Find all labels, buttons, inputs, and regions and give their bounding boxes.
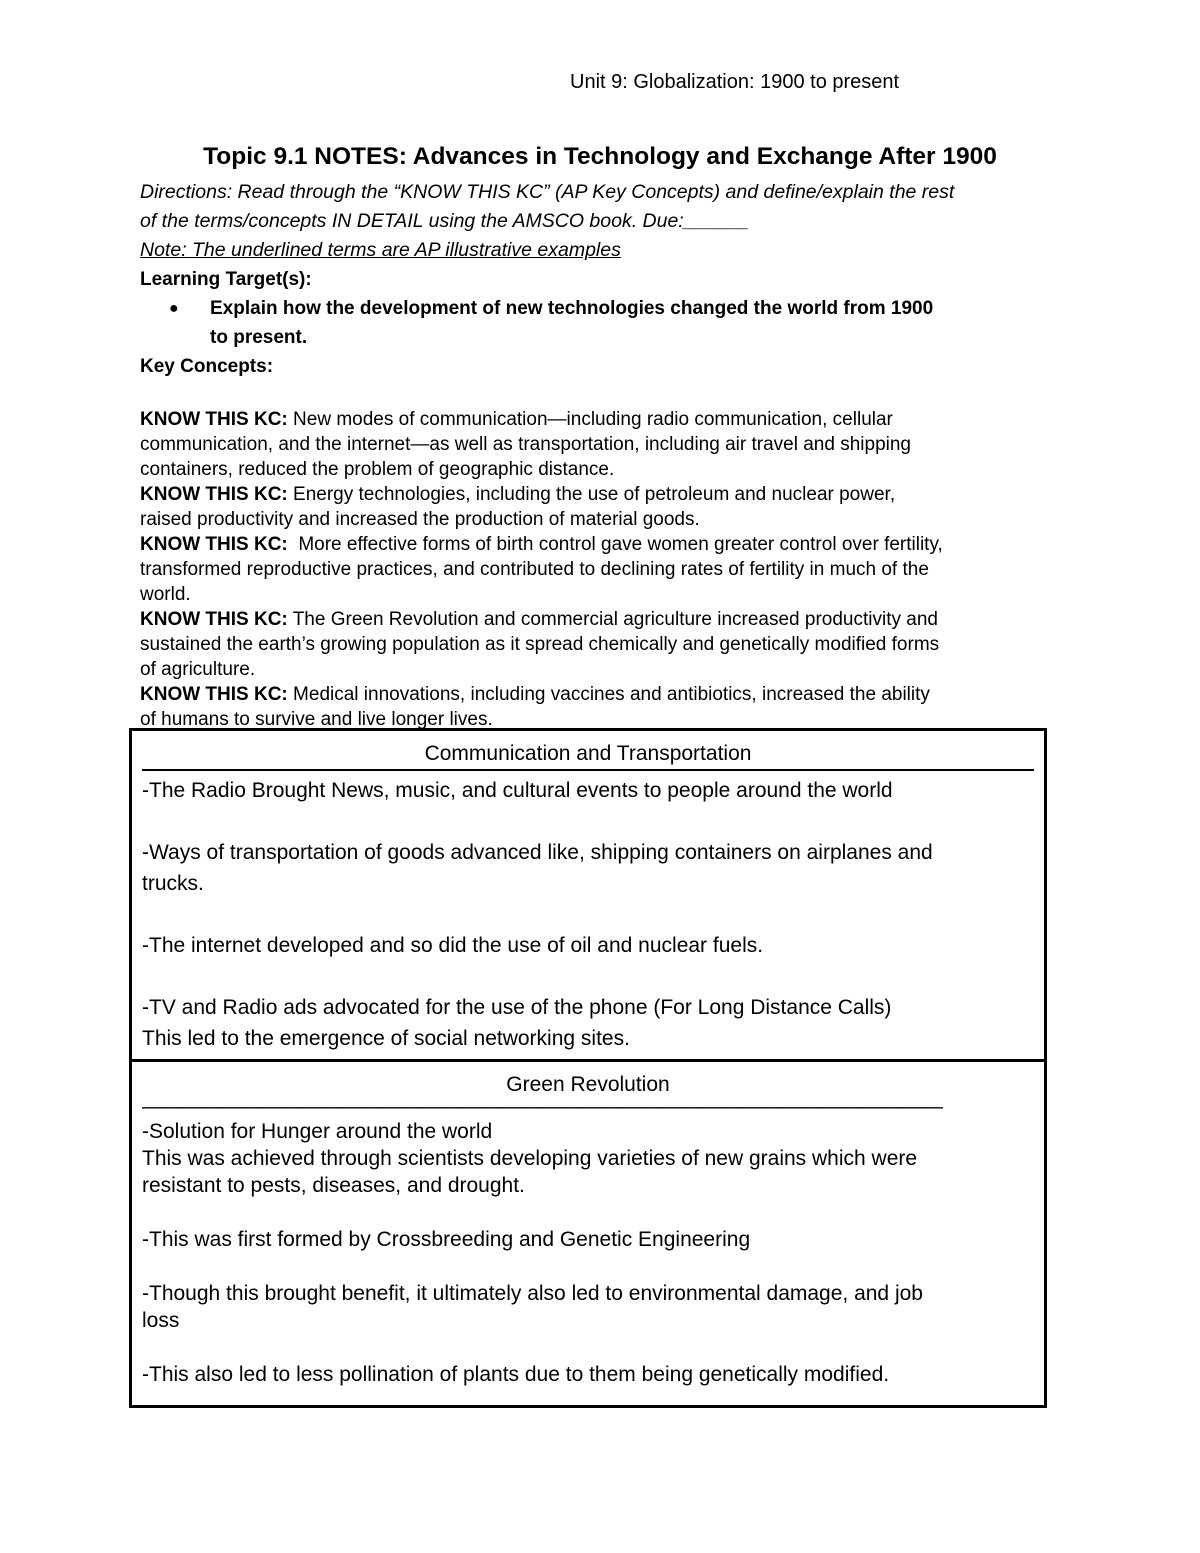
directions-line: of the terms/concepts IN DETAIL using the AMSCO book. Due:______ [140, 210, 749, 232]
kc-label: KNOW THIS KC: [140, 684, 288, 705]
list-item: -Ways of transportation of goods advanced like, shipping containers on airplanes and trucks. [142, 841, 933, 895]
dash-rule: ———————————————————————————————————————— [142, 1098, 942, 1118]
kc-text: of humans to survive and live longer lives. [140, 709, 493, 730]
kc-text: communication, and the internet—as well as transportation, including air travel and shipping [140, 434, 911, 455]
list-item: -Solution for Hunger around the world This was achieved through scientists developing varieties of new grains which were resistant to pests, diseases, and drought. [142, 1120, 918, 1197]
key-concept-paragraph [140, 607, 1060, 682]
learning-targets-heading: Learning Target(s): [140, 269, 312, 290]
heading-rule [142, 769, 1034, 771]
learning-target-line: Explain how the development of new technologies changed the world from 1900 [210, 298, 934, 319]
list-item: -Though this brought benefit, it ultimately also led to environmental damage, and job loss [142, 1282, 923, 1332]
illustrative-note: Note: The underlined terms are AP illustrative examples [140, 239, 621, 261]
list-item: -TV and Radio ads advocated for the use of the phone (For Long Distance Calls) This led to the emergence of social networking sites. [142, 996, 892, 1050]
spacer [140, 381, 1060, 407]
kc-text: transformed reproductive practices, and contributed to declining rates of fertility in much of the [140, 559, 929, 580]
section-green-revolution [132, 1062, 1044, 1405]
key-concept-paragraph [140, 482, 1060, 532]
list-item: -The Radio Brought News, music, and cultural events to people around the world [142, 779, 893, 802]
list-item: -This also led to less pollination of plants due to them being genetically modified. [142, 1363, 890, 1386]
kc-label: KNOW THIS KC: [140, 609, 288, 630]
kc-label: KNOW THIS KC: [140, 534, 288, 555]
key-concepts-heading: Key Concepts: [140, 356, 274, 377]
key-concept-paragraph [140, 407, 1060, 482]
kc-text: More effective forms of birth control gave women greater control over fertility, [287, 534, 943, 555]
key-concept-paragraph [140, 682, 1060, 732]
section-communication-transportation [132, 731, 1044, 1062]
kc-text: The Green Revolution and commercial agriculture increased productivity and [287, 609, 938, 630]
key-concept-paragraph [140, 532, 1060, 607]
kc-text: Medical innovations, including vaccines and antibiotics, increased the ability [287, 684, 930, 705]
kc-label: KNOW THIS KC: [140, 484, 288, 505]
directions-line: Directions: Read through the “KNOW THIS KC” (AP Key Concepts) and define/explain the rest [140, 181, 955, 203]
notes-content [140, 142, 1060, 732]
kc-text: sustained the earth’s growing population as it spread chemically and genetically modified forms [140, 634, 940, 655]
kc-label: KNOW THIS KC: [140, 409, 288, 430]
directions [140, 178, 1060, 236]
kc-text: Energy technologies, including the use of petroleum and nuclear power, [287, 484, 896, 505]
kc-text: world. [140, 584, 191, 605]
section-heading: Green Revolution [506, 1073, 670, 1096]
kc-text: New modes of communication—including radio communication, cellular [287, 409, 893, 430]
kc-text: containers, reduced the problem of geographic distance. [140, 459, 615, 480]
kc-text: raised productivity and increased the production of material goods. [140, 509, 700, 530]
learning-target-item [140, 294, 1050, 352]
kc-text: of agriculture. [140, 659, 256, 680]
learning-targets-list [140, 294, 1060, 352]
bullet-icon: ● [169, 300, 179, 317]
list-item: -The internet developed and so did the use of oil and nuclear fuels. [142, 934, 764, 957]
page-title: Topic 9.1 NOTES: Advances in Technology and Exchange After 1900 [203, 143, 997, 170]
unit-header: Unit 9: Globalization: 1900 to present [570, 71, 900, 93]
list-item: -This was first formed by Crossbreeding and Genetic Engineering [142, 1228, 751, 1251]
notes-table [129, 728, 1047, 1408]
learning-target-line: to present. [210, 327, 308, 348]
section-heading: Communication and Transportation [424, 742, 752, 765]
